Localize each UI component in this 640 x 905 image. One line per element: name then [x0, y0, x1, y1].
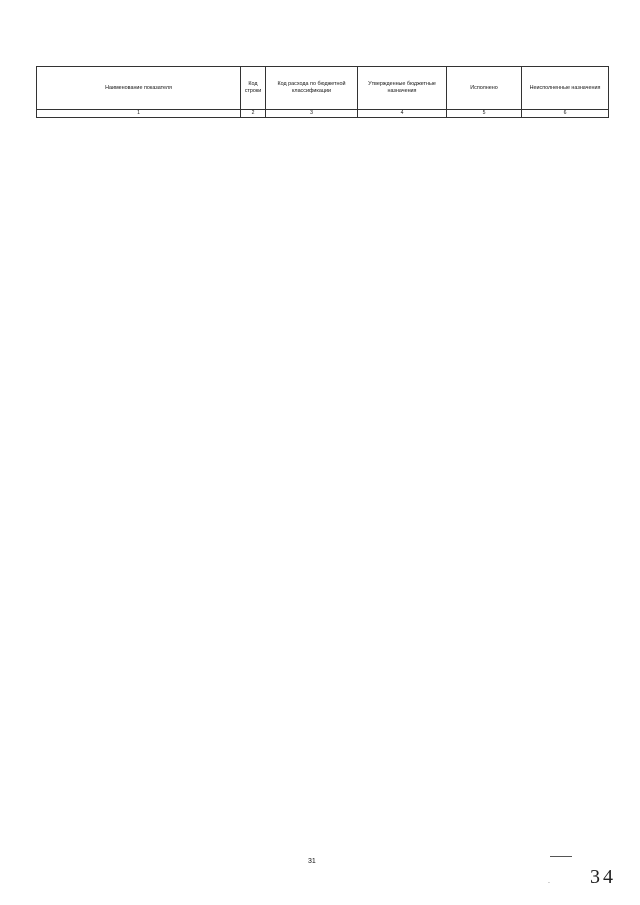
- column-number: 4: [358, 110, 447, 118]
- header-executed: Исполнено: [447, 67, 522, 110]
- header-expense-code: Код расхода по бюджетной классификации: [266, 67, 358, 110]
- report-sheet: [36, 66, 608, 118]
- page-number: 31: [308, 858, 316, 865]
- header-approved: Утвержденные бюджетные назначения: [358, 67, 447, 110]
- pen-mark: .: [548, 878, 550, 885]
- column-number: 2: [241, 110, 266, 118]
- column-number-row: [37, 110, 609, 118]
- handwritten-sheet-number: 34: [590, 866, 616, 888]
- column-number: 1: [37, 110, 241, 118]
- header-line-code: Код строки: [241, 67, 266, 110]
- header-indicator-name: Наименование показателя: [37, 67, 241, 110]
- column-number: 5: [447, 110, 522, 118]
- table-header-row: [37, 67, 609, 110]
- column-number: 3: [266, 110, 358, 118]
- header-unexecuted: Неисполненные назначения: [522, 67, 609, 110]
- pen-mark: [550, 856, 572, 857]
- column-number: 6: [522, 110, 609, 118]
- budget-execution-table: [36, 66, 609, 118]
